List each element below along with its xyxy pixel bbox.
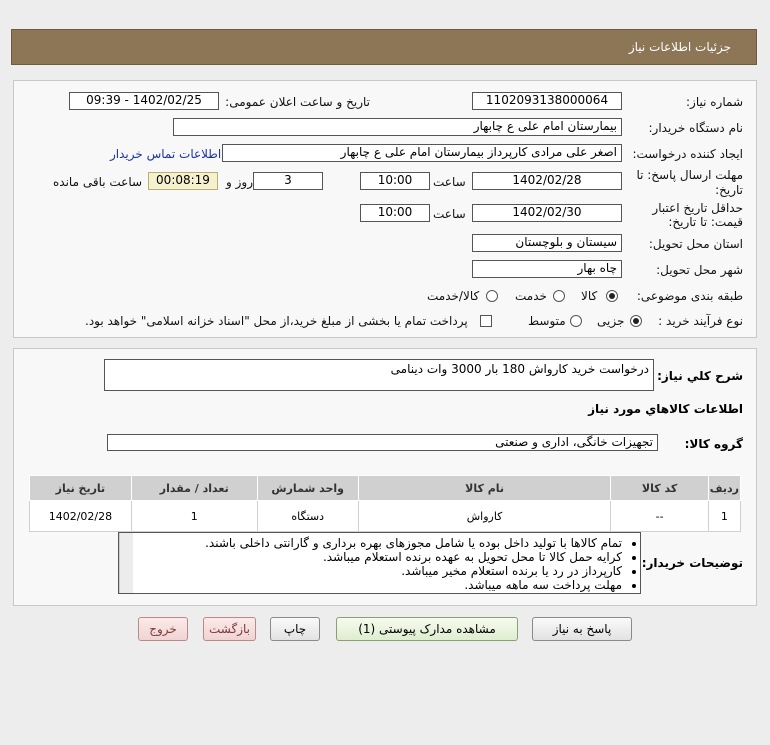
reply-time-field[interactable]: 10:00 [360, 172, 430, 190]
days-field[interactable]: 3 [253, 172, 323, 190]
attachments-button[interactable]: مشاهده مدارک پیوستی (1) [336, 617, 518, 641]
requester-label: ایجاد کننده درخواست: [632, 147, 743, 161]
buyer-notes-label: توضیحات خریدار: [641, 556, 743, 570]
reply-date-field[interactable]: 1402/02/28 [472, 172, 622, 190]
category-radio-goods[interactable] [606, 290, 618, 302]
page-header [11, 29, 757, 65]
goods-group-label: گروه کالا: [684, 437, 743, 451]
province-label: استان محل تحویل: [648, 237, 743, 251]
category-option-service: خدمت [515, 289, 547, 303]
category-option-goods: کالا [581, 289, 598, 303]
reply-button[interactable]: پاسخ به نیاز [532, 617, 632, 641]
category-radio-service[interactable] [553, 290, 565, 302]
col-quantity: تعداد / مقدار [131, 476, 257, 501]
process-radio-medium[interactable] [570, 315, 582, 327]
cell-goods-name: کارواش [358, 501, 611, 532]
buyer-note-item: • مهلت پرداخت سه ماهه میباشد. [119, 578, 622, 592]
buyer-org-label: نام دستگاه خریدار: [648, 121, 743, 135]
cell-quantity: 1 [131, 501, 257, 532]
province-field[interactable]: سیستان و بلوچستان [472, 234, 622, 252]
print-button[interactable]: چاپ [270, 617, 320, 641]
treasury-payment-checkbox[interactable] [480, 315, 492, 327]
buyer-notes-list [119, 536, 640, 592]
summary-field[interactable]: درخواست خرید کارواش 180 بار 3000 وات دینامی [104, 359, 654, 391]
col-row-number: ردیف [708, 476, 740, 501]
cell-unit: دستگاه [257, 501, 358, 532]
buyer-org-field[interactable]: بیمارستان امام علی ع چابهار [173, 118, 622, 136]
col-goods-name: نام کالا [358, 476, 611, 501]
exit-button[interactable]: خروج [138, 617, 188, 641]
buyer-contact-link[interactable]: اطلاعات تماس خریدار [110, 147, 222, 161]
cell-need-date: 1402/02/28 [30, 501, 132, 532]
process-radio-minor[interactable] [630, 315, 642, 327]
need-number-field[interactable]: 1102093138000064 [472, 92, 622, 110]
category-label: طبقه بندی موضوعی: [636, 289, 743, 303]
category-option-goods-service: کالا/خدمت [427, 289, 480, 303]
summary-label: شرح کلي نياز: [657, 369, 743, 383]
reply-time-label: ساعت [433, 175, 466, 189]
category-radio-goods-service[interactable] [486, 290, 498, 302]
cell-goods-code: -- [611, 501, 708, 532]
reply-deadline-label: مهلت ارسال پاسخ: تا [636, 168, 743, 182]
process-option-minor: جزیی [597, 314, 625, 328]
goods-table [29, 475, 741, 532]
process-type-label: نوع فرآیند خرید : [658, 314, 743, 328]
days-label: روز و [226, 175, 253, 189]
announce-datetime-field[interactable]: 1402/02/25 - 09:39 [69, 92, 219, 110]
goods-info-title: اطلاعات کالاهاي مورد نياز [588, 402, 743, 416]
col-need-date: تاریخ نیاز [30, 476, 132, 501]
announce-datetime-label: تاریخ و ساعت اعلان عمومی: [225, 95, 370, 109]
remaining-time-field: 00:08:19 [148, 172, 218, 190]
treasury-payment-note: پرداخت تمام یا بخشی از مبلغ خرید،از محل "اسناد خزانه اسلامی" خواهد بود. [85, 314, 468, 328]
page-title: جزئیات اطلاعات نیاز [628, 40, 731, 54]
back-button[interactable]: بازگشت [203, 617, 256, 641]
price-validity-time-field[interactable]: 10:00 [360, 204, 430, 222]
table-row[interactable] [30, 501, 741, 532]
price-validity-date-field[interactable]: 1402/02/30 [472, 204, 622, 222]
col-goods-code: کد کالا [611, 476, 708, 501]
goods-group-field[interactable]: تجهیزات خانگی، اداری و صنعتی [107, 434, 658, 451]
remaining-time-label: ساعت باقی مانده [53, 175, 143, 189]
city-label: شهر محل تحویل: [656, 263, 743, 277]
city-field[interactable]: چاه بهار [472, 260, 622, 278]
need-number-label: شماره نیاز: [686, 95, 743, 109]
buyer-note-item: • تمام کالاها با تولید داخل بوده یا شامل مجوزهای بهره برداری و گارانتی داخلی باشند. [119, 536, 622, 550]
notes-scrollbar[interactable] [119, 533, 133, 593]
price-validity-label: حداقل تاریخ اعتبار [652, 201, 743, 215]
process-option-medium: متوسط [528, 314, 566, 328]
price-validity-time-label: ساعت [433, 207, 466, 221]
price-validity-label-2: قیمت: تا تاریخ: [668, 215, 743, 229]
cell-row-number: 1 [708, 501, 740, 532]
buyer-notes-box[interactable] [118, 532, 641, 594]
requester-field[interactable]: اصغر علی مرادی کارپرداز بیمارستان امام علی ع چابهار [222, 144, 622, 162]
buyer-note-item: • کارپرداز در رد یا برنده استعلام مخیر میباشد. [119, 564, 622, 578]
reply-deadline-label-2: تاریخ: [715, 183, 743, 197]
buyer-note-item: • کرایه حمل کالا تا محل تحویل به عهده برنده استعلام میباشد. [119, 550, 622, 564]
col-unit: واحد شمارش [257, 476, 358, 501]
